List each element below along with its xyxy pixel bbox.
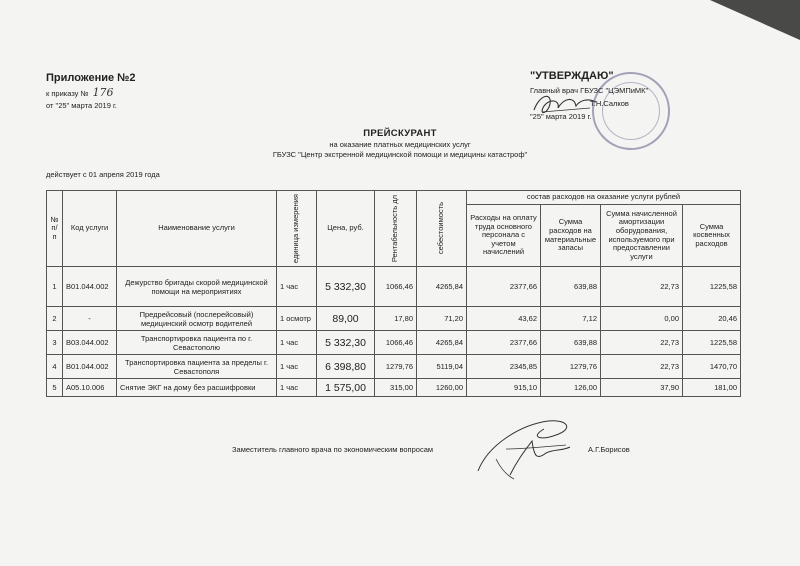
cell-unit: 1 час (277, 331, 317, 355)
cell-price: 5 332,30 (317, 267, 375, 307)
cell-profit: 1279,76 (375, 355, 417, 379)
appendix-title: Приложение №2 (46, 72, 136, 84)
header-cost (417, 191, 467, 267)
cell-name: Дежурство бригады скорой медицинской помощи на мероприятиях (117, 267, 277, 307)
appendix-block (46, 72, 266, 110)
header-profit (375, 191, 417, 267)
header-group: состав расходов на оказание услуги рублей (467, 191, 741, 205)
table-row (47, 355, 741, 379)
order-prefix: к приказу № (46, 89, 89, 98)
footer-position: Заместитель главного врача по экономическим вопросам (232, 445, 434, 454)
cell-code: А05.10.006 (63, 379, 117, 397)
page-corner-fold (710, 0, 800, 40)
director-signature (530, 88, 600, 122)
cell-depreciation: 37,90 (601, 379, 683, 397)
table-row (47, 307, 741, 331)
table-row (47, 331, 741, 355)
cell-price: 6 398,80 (317, 355, 375, 379)
effective-date: действует с 01 апреля 2019 года (46, 170, 160, 179)
cell-unit: 1 час (277, 267, 317, 307)
approval-title: "УТВЕРЖДАЮ" (530, 70, 614, 82)
approval-date: "25" марта 2019 г. (530, 112, 592, 121)
cell-profit: 315,00 (375, 379, 417, 397)
header-price: Цена, руб. (317, 191, 375, 267)
cell-depreciation: 22,73 (601, 267, 683, 307)
header-name: Наименование услуги (117, 191, 277, 267)
cell-profit: 1066,46 (375, 331, 417, 355)
cell-indirect: 1470,70 (683, 355, 741, 379)
cell-depreciation: 0,00 (601, 307, 683, 331)
cell-materials: 1279,76 (541, 355, 601, 379)
header-unit-label: единица измерения (291, 193, 301, 264)
cell-num: 4 (47, 355, 63, 379)
header-code: Код услуги (63, 191, 117, 267)
approval-position: Главный врач ГБУЗС "ЦЭМПиМК" (530, 86, 649, 95)
deputy-signature (470, 415, 600, 485)
cell-materials: 639,88 (541, 267, 601, 307)
appendix-date: от "25" марта 2019 г. (46, 101, 117, 110)
header-cost-label: себестоимость (436, 202, 446, 255)
cell-price: 89,00 (317, 307, 375, 331)
cell-cost: 4265,84 (417, 267, 467, 307)
cell-labor: 2377,66 (467, 267, 541, 307)
cell-unit: 1 осмотр (277, 307, 317, 331)
cell-code: В01.044.002 (63, 355, 117, 379)
cell-unit: 1 час (277, 355, 317, 379)
cell-code: - (63, 307, 117, 331)
cell-depreciation: 22,73 (601, 355, 683, 379)
cell-num: 3 (47, 331, 63, 355)
cell-name: Снятие ЭКГ на дому без расшифровки (117, 379, 277, 397)
cell-num: 2 (47, 307, 63, 331)
cell-price: 1 575,00 (317, 379, 375, 397)
header-unit (277, 191, 317, 267)
cell-name: Транспортировка пациента по г. Севастополю (117, 331, 277, 355)
document-subtitle-2: ГБУЗС "Центр экстренной медицинской помощи и медицины катастроф" (272, 150, 528, 159)
cell-indirect: 1225,58 (683, 267, 741, 307)
table-row (47, 267, 741, 307)
cell-labor: 2377,66 (467, 331, 541, 355)
cell-name: Транспортировка пациента за пределы г. Севастополя (117, 355, 277, 379)
cell-indirect: 1225,58 (683, 331, 741, 355)
header-indirect: Сумма косвенных расходов (683, 205, 741, 267)
cell-cost: 5119,04 (417, 355, 467, 379)
header-labor: Расходы на оплату труда основного персонала с учетом начислений (467, 205, 541, 267)
header-num: № п/п (47, 191, 63, 267)
approval-name: Т.Н.Салков (590, 99, 629, 108)
header-depreciation: Сумма начисленной амортизации оборудования, используемого при предоставлении услуги (601, 205, 683, 267)
cell-labor: 915,10 (467, 379, 541, 397)
cell-unit: 1 час (277, 379, 317, 397)
cell-code: В01.044.002 (63, 267, 117, 307)
header-profit-label: Рентабельность дл (390, 194, 400, 263)
cell-labor: 2345,85 (467, 355, 541, 379)
cell-materials: 126,00 (541, 379, 601, 397)
cell-cost: 71,20 (417, 307, 467, 331)
header-materials: Сумма расходов на материальные запасы (541, 205, 601, 267)
cell-indirect: 181,00 (683, 379, 741, 397)
table-row (47, 379, 741, 397)
order-number: 176 (92, 86, 114, 99)
document-subtitle-1: на оказание платных медицинских услуг (329, 140, 471, 149)
cell-code: В03.044.002 (63, 331, 117, 355)
cell-num: 1 (47, 267, 63, 307)
cell-labor: 43,62 (467, 307, 541, 331)
cell-cost: 1260,00 (417, 379, 467, 397)
document-title: ПРЕЙСКУРАНТ (363, 128, 437, 139)
cell-indirect: 20,46 (683, 307, 741, 331)
document-header (160, 128, 640, 159)
price-table (46, 190, 741, 397)
cell-profit: 17,80 (375, 307, 417, 331)
cell-price: 5 332,30 (317, 331, 375, 355)
cell-cost: 4265,84 (417, 331, 467, 355)
cell-depreciation: 22,73 (601, 331, 683, 355)
cell-materials: 639,88 (541, 331, 601, 355)
cell-profit: 1066,46 (375, 267, 417, 307)
cell-name: Предрейсовый (послерейсовый) медицинский осмотр водителей (117, 307, 277, 331)
cell-num: 5 (47, 379, 63, 397)
order-line (46, 86, 266, 99)
footer-name: А.Г.Борисов (588, 445, 630, 454)
cell-materials: 7,12 (541, 307, 601, 331)
